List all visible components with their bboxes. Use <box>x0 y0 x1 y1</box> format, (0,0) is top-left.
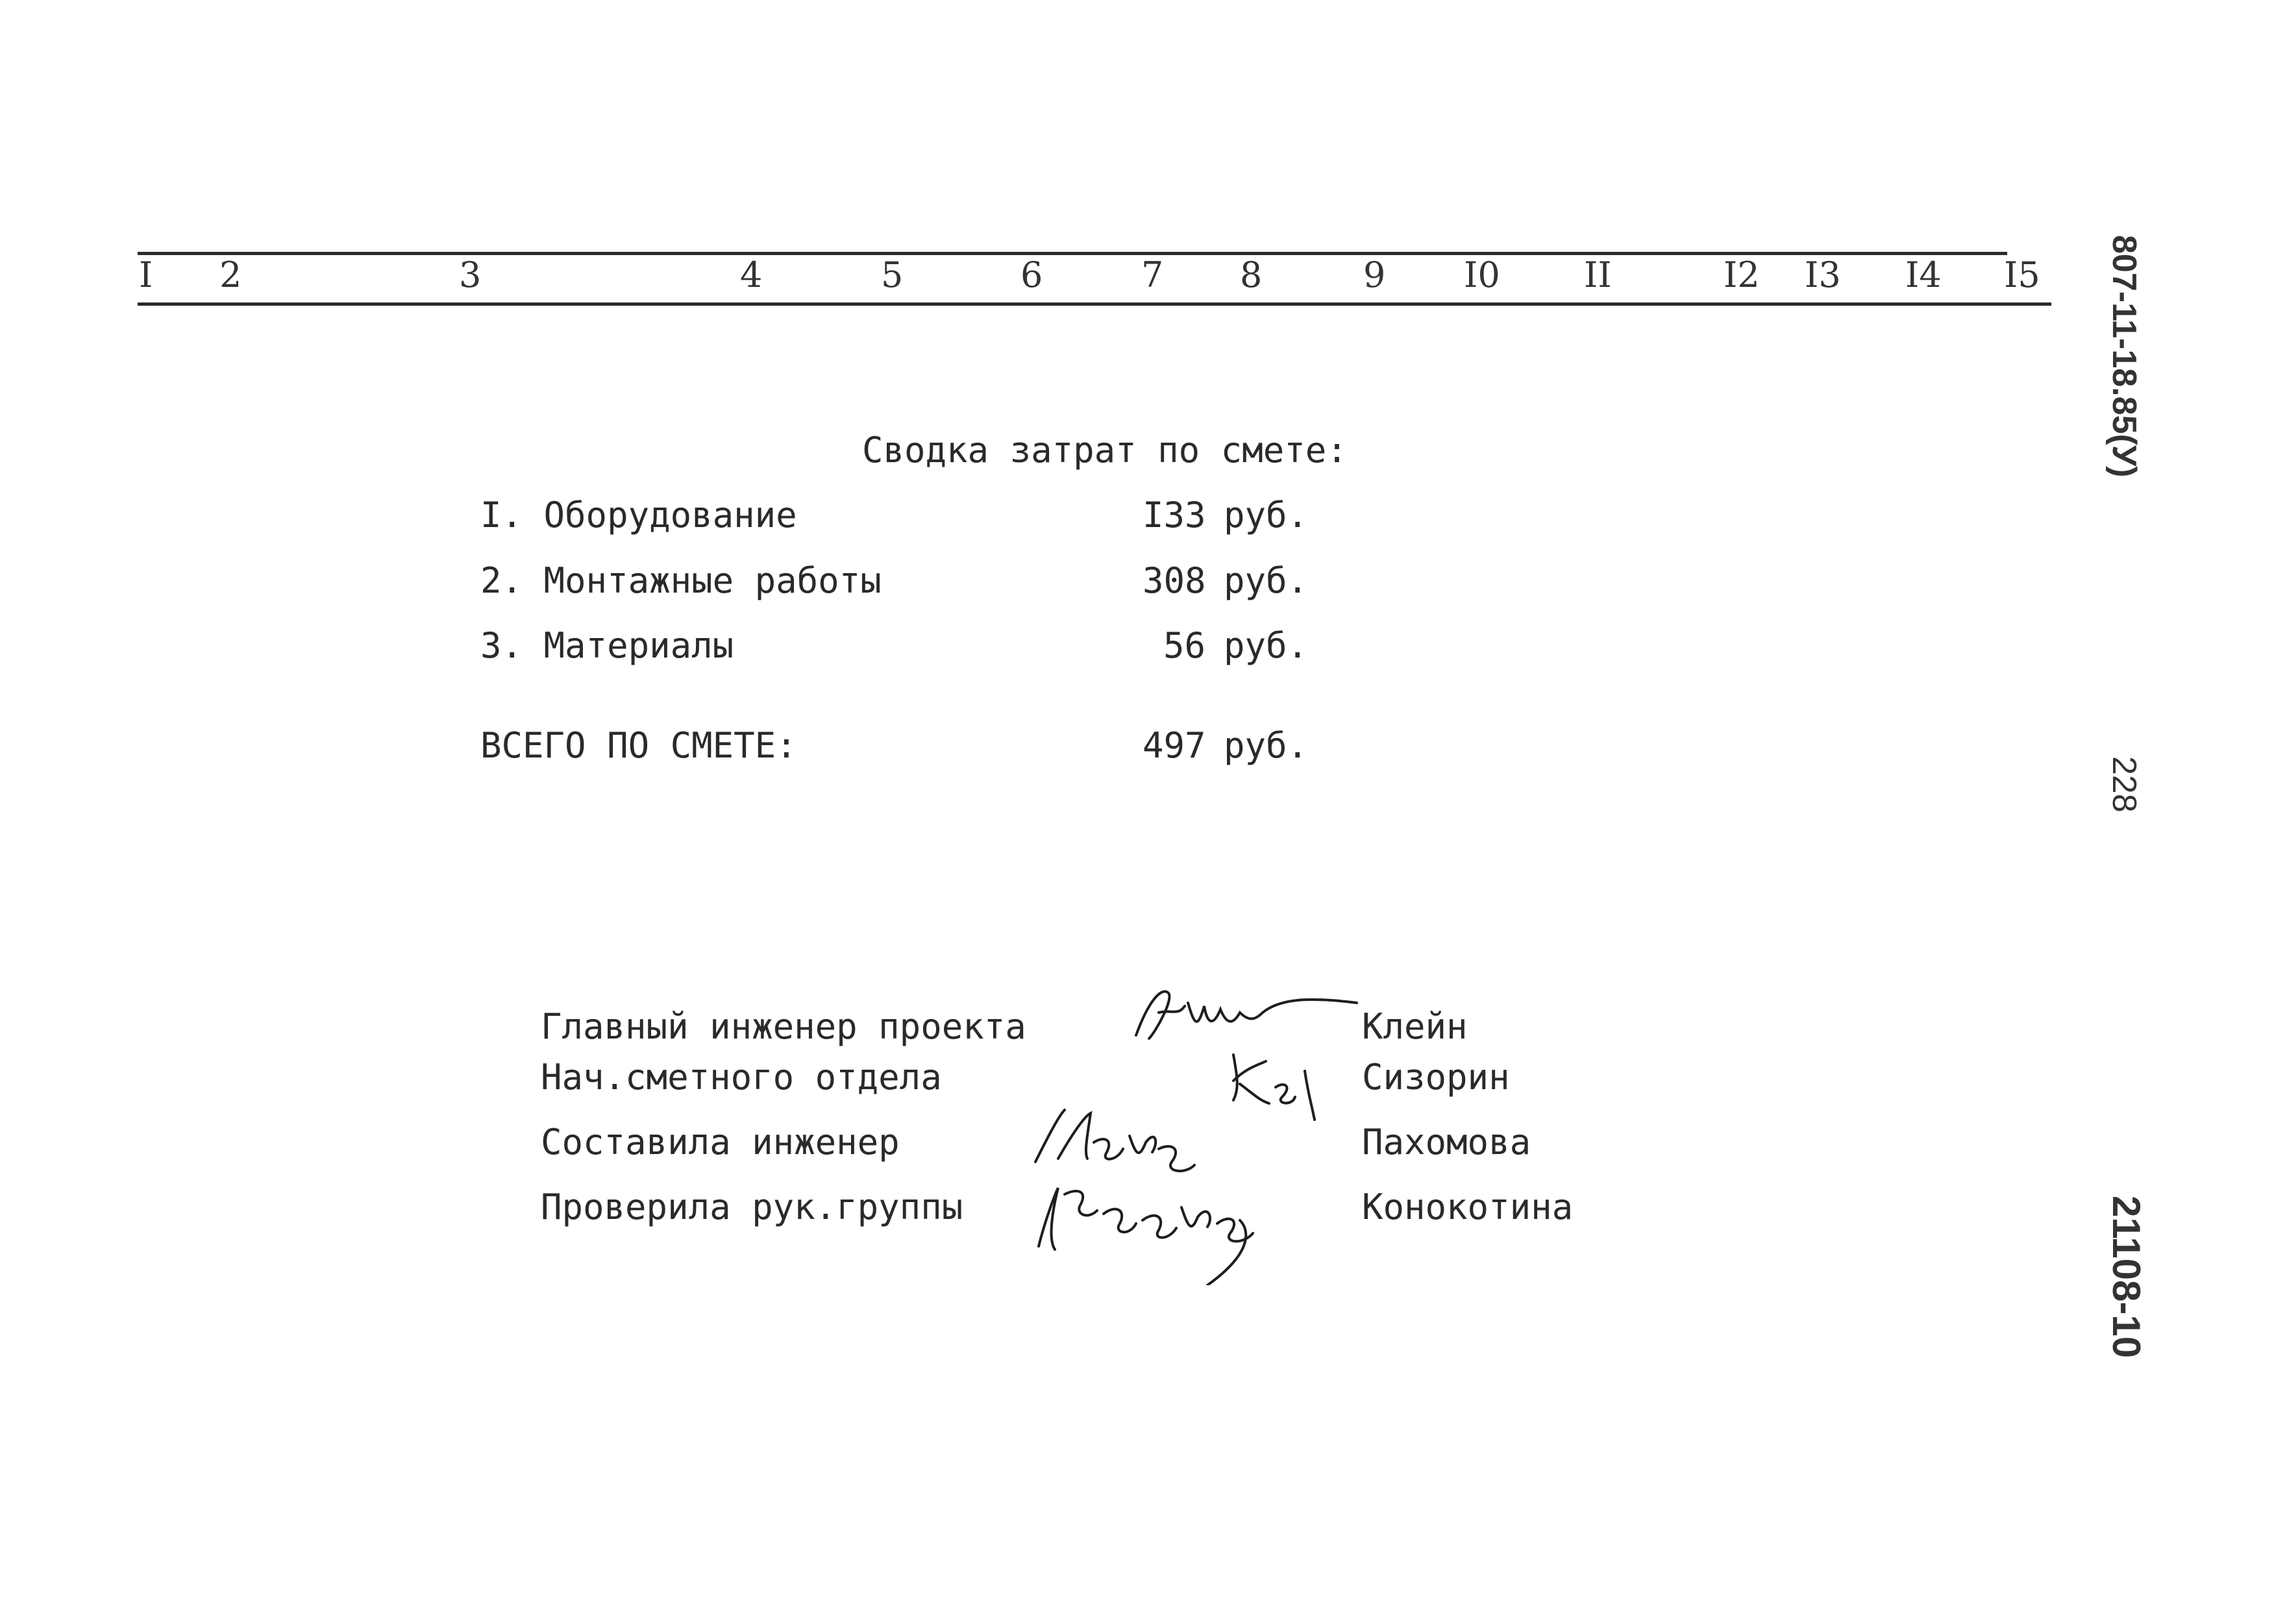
summary-item-unit: руб. <box>1224 495 1309 535</box>
column-number: 3 <box>459 254 482 295</box>
summary-total-unit: руб. <box>1224 725 1309 766</box>
column-number: I5 <box>2004 254 2040 295</box>
handwritten-signature-1 <box>1123 974 1370 1052</box>
signature-role: Проверила рук.группы <box>541 1187 963 1227</box>
summary-item-amount: I33 <box>1143 495 1206 535</box>
signature-name: Сизорин <box>1362 1057 1510 1098</box>
signature-role: Нач.сметного отдела <box>541 1057 942 1098</box>
summary-total-amount: 497 <box>1143 725 1206 766</box>
handwritten-signature-4 <box>1026 1168 1298 1285</box>
column-number: I4 <box>1905 254 1942 295</box>
summary-title: Сводка затрат по смете: <box>862 430 1348 471</box>
summary-item-amount: 308 <box>1143 560 1206 601</box>
column-number: 7 <box>1141 254 1164 295</box>
column-number: I <box>139 254 153 295</box>
summary-item-amount: 56 <box>1163 625 1206 666</box>
column-number: I3 <box>1805 254 1841 295</box>
summary-item-unit: руб. <box>1224 625 1309 666</box>
document-code: 807-11-18.85(У) <box>2105 235 2143 478</box>
column-number: 8 <box>1240 254 1263 295</box>
summary-item-unit: руб. <box>1224 560 1309 601</box>
signature-role: Составила инженер <box>541 1122 900 1163</box>
column-number: I0 <box>1464 254 1500 295</box>
summary-item-label: 2. Монтажные работы <box>480 560 882 601</box>
summary-item-label: 3. Материалы <box>480 625 734 666</box>
archive-stamp: 21108-10 <box>2105 1196 2148 1359</box>
column-number: 6 <box>1020 254 1043 295</box>
column-number: 4 <box>740 254 763 295</box>
column-number: 5 <box>881 254 904 295</box>
header-rule-bottom <box>138 302 2051 306</box>
page-number: 228 <box>2105 756 2143 813</box>
column-number: 2 <box>219 254 242 295</box>
column-number: I2 <box>1724 254 1760 295</box>
column-number: II <box>1584 254 1612 295</box>
signature-name: Клейн <box>1362 1006 1468 1047</box>
handwritten-signature-2 <box>1214 1042 1331 1126</box>
summary-total-label: ВСЕГО ПО СМЕТЕ: <box>480 725 797 766</box>
signature-name: Конокотина <box>1362 1187 1574 1227</box>
summary-item-label: I. Оборудование <box>480 495 797 535</box>
signature-name: Пахомова <box>1362 1122 1531 1163</box>
signature-role: Главный инженер проекта <box>541 1006 1026 1047</box>
column-number: 9 <box>1363 254 1386 295</box>
